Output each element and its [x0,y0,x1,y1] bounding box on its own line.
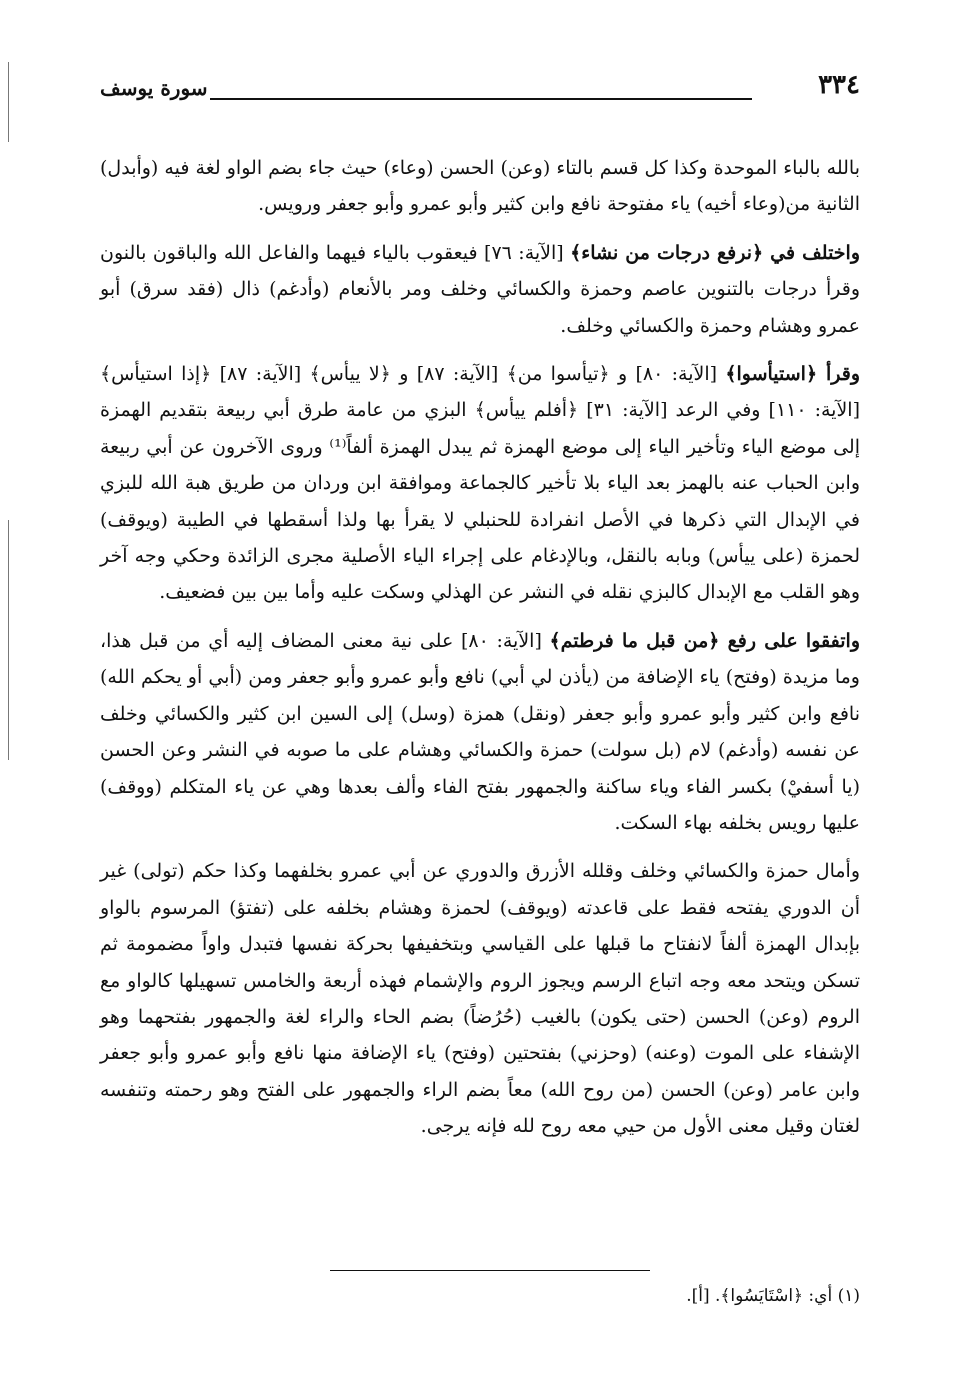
paragraph [100,623,860,841]
paragraph-text: وأمال حمزة والكسائي وخلف وقلله الأزرق والدوري عن أبي عمرو بخلفهما وكذا حكم (تولى) غير أن الدوري يفتحه فقط على قاعدته (ويوقف) لحمزة وهشام بخلفه على (تفتؤ) المرسوم بالواو بإبدال الهمزة ألفاً لانفتاح ما قبلها على القياسي وبتخفيفها بحركة نفسها فتبدل واواً مضمومة ثم تسكن ويتحد معه وجه اتباع الرسم ويجوز الروم والإشمام فهذه أربعة والخامس تسهيلها كالواو مع الروم (وعن) الحسن (حتى يكون) بالغيب (حُرُضاً) بضم الحاء والراء لغة والجمهور بفتحهما وهو الإشفاء على الموت (وعنه) (وحزني) بفتحتين (وفتح) ياء الإضافة منها نافع وأبو عمرو وأبو جعفر وابن عامر (وعن) الحسن (من روح الله) معاً بضم الراء والجمهور على الفتح وهو رحمته وتنفسه لغتان وقيل معنى الأول من حيي معه روح لله فإنه يرجى. [100,860,860,1138]
paragraph [100,235,860,344]
page-header [100,60,860,110]
paragraph-text: [الآية: ٧٦] فيعقوب بالياء فيهما والفاعل الله والباقون بالنون وقرأ درجات بالتنوين عاصم وحمزة والكسائي وخلف ومر بالأنعام (وأدغم) ذال (فقد سرق) أبو عمرو وهشام وحمزة والكسائي وخلف. [100,241,860,337]
footnote-rule [330,1270,650,1271]
paragraph-text: [الآية: ٨٠] و ﴿تيأسوا من﴾ [الآية: ٨٧] و ﴿لا ييأس﴾ [الآية: ٨٧] ﴿إذا استيأس﴾ [الآية: ١١٠] وفي الرعد [الآية: ٣١] ﴿أفلم ييأس﴾ البزي من عامة طرق أبي ربيعة بتقديم الهمزة إلى موضع الياء وتأخير الياء إلى موضع الهمزة ثم يبدل الهمزة ألفاً⁽¹⁾ وروى الآخرون عن أبي ربيعة وابن الحباب عنه بالهمز بعد الياء بلا تأخير كالجماعة وموافقة ابن وردان من طريق هبة الله للبزي في الإبدال التي ذكرها في الأصل انفرادة للحنبلي لا يقرأ بها ولذا أسقطها في الطيبة (ويوقف) لحمزة (على ييأس) وبابه بالنقل، وبالإدغام على إجراء الياء الأصلية مجرى الزائدة وحكي وجه آخر وهو القلب مع الإبدال كالبزي نقله في النشر عن الهذلي وسكت عليه وأما بين بين فضعيف. [100,363,860,604]
paragraph-text: بالله بالباء الموحدة وكذا كل قسم بالتاء (وعن) الحسن (وعاء) حيث جاء بضم الواو لغة فيه (وأبدل) الثانية من(وعاء أخيه) ياء مفتوحة نافع وابن كثير وأبو عمرو وأبو جعفر ورويس. [100,157,860,216]
paragraph [100,150,860,223]
paragraph-lead: وقرأ ﴿استيأسوا﴾ [725,363,860,386]
page [100,60,860,1157]
page-number: ٣٣٤ [818,70,860,100]
paragraph-text: [الآية: ٨٠] على نية معنى المضاف إليه أي من قبل هذا، وما مزيدة (وفتح) ياء الإضافة من (يأذن لي أبي) نافع وأبو عمرو وأبو جعفر ومن (أبي أو يحكم الله) نافع وابن كثير وأبو عمرو وأبو جعفر (ونقل) همزة (وسل) إلى السين ابن كثير والكسائي وخلف عن نفسه (وأدغم) لام (بل سولت) حمزة والكسائي وهشام على ما صوبه في النشر وعن الحسن (يا أسفيْ) بكسر الفاء وياء ساكنة والجمهور بفتح الفاء وألف بعدها وهي عن ياء المتكلم (ووقف) عليها رويس بخلفه بهاء السكت. [100,629,860,834]
paragraph-lead: واتفقوا على رفع ﴿من قبل ما فرطتم﴾ [549,629,860,652]
paragraph [100,853,860,1144]
footnote: (١) أي: ﴿اسْتَايَسُوا﴾. [أ]. [686,1286,860,1306]
scan-edge-line [8,62,9,142]
scan-edge-line [8,520,9,760]
body-text [100,150,860,1145]
paragraph [100,356,860,611]
header-rule [210,98,752,100]
paragraph-lead: واختلف في ﴿نرفع درجات من نشاء﴾ [570,241,860,264]
surah-title: سورة يوسف [100,76,208,100]
